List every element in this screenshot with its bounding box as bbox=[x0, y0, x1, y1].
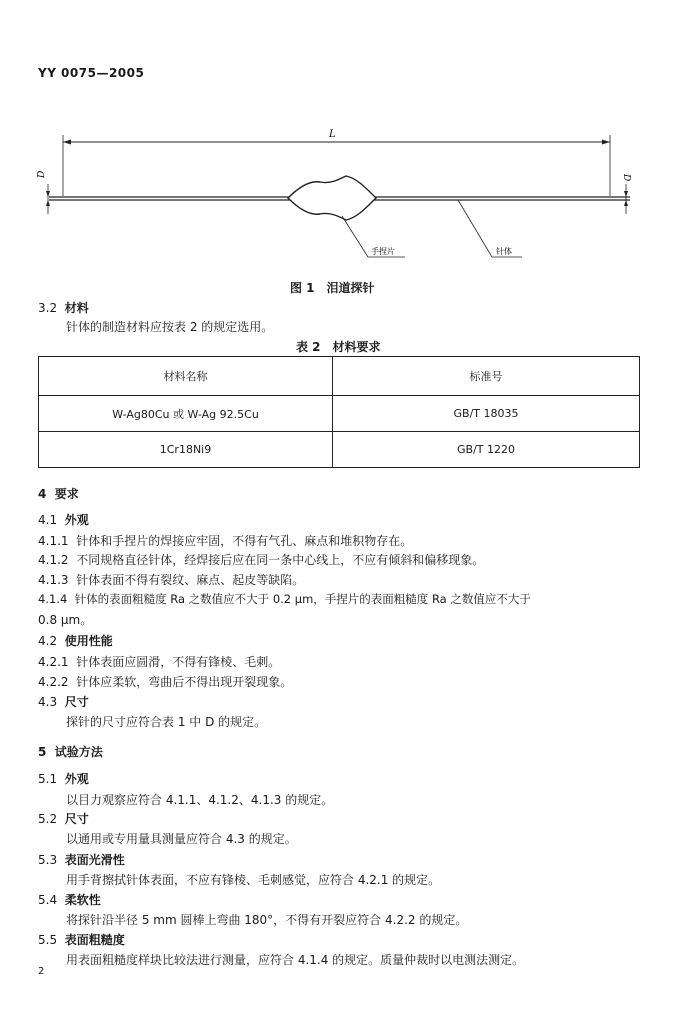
leader-needle bbox=[458, 200, 492, 257]
arrow-left-L bbox=[63, 140, 71, 145]
section-4-1-4-cont: 0.8 μm。 bbox=[38, 613, 93, 627]
label-D-left: D bbox=[37, 170, 47, 178]
section-3-2-text: 针体的制造材料应按表 2 的规定选用。 bbox=[66, 320, 274, 334]
table-header: 标准号 bbox=[333, 357, 640, 396]
section-4-1-4: 4.1.4 针体的表面粗糙度 Ra 之数值应不大于 0.2 μm，手捏片的表面粗糙度 Ra 之数值应不大于 bbox=[38, 592, 531, 606]
section-4-1-3: 4.1.3 针体表面不得有裂纹、麻点、起皮等缺陷。 bbox=[38, 573, 305, 587]
section-5-4-heading: 5.4 柔软性 bbox=[38, 893, 101, 907]
label-L: L bbox=[329, 129, 336, 140]
table-cell: 1Cr18Ni9 bbox=[39, 432, 333, 468]
page-number: 2 bbox=[38, 966, 45, 977]
standard-code: YY 0075—2005 bbox=[38, 66, 145, 80]
label-needle: 针体 bbox=[496, 247, 512, 256]
table-cell: GB/T 18035 bbox=[333, 396, 640, 432]
table-cell: W-Ag80Cu 或 W-Ag 92.5Cu bbox=[39, 396, 333, 432]
section-4-2-1: 4.2.1 针体表面应圆滑，不得有锋棱、毛刺。 bbox=[38, 655, 281, 669]
materials-table bbox=[38, 356, 640, 468]
arrow-right-L bbox=[602, 140, 610, 145]
section-5-1-heading: 5.1 外观 bbox=[38, 772, 89, 786]
table-caption: 表 2 材料要求 bbox=[296, 340, 381, 354]
section-4-1-heading: 4.1 外观 bbox=[38, 513, 89, 527]
section-4-1-1: 4.1.1 针体和手捏片的焊接应牢固，不得有气孔、麻点和堆积物存在。 bbox=[38, 534, 413, 548]
section-5-3-text: 用手背擦拭针体表面，不应有锋棱、毛刺感觉，应符合 4.2.1 的规定。 bbox=[66, 873, 441, 887]
figure-caption: 图 1 泪道探针 bbox=[290, 281, 375, 295]
section-4-2-2: 4.2.2 针体应柔软，弯曲后不得出现开裂现象。 bbox=[38, 675, 293, 689]
table-header-row bbox=[39, 357, 640, 396]
section-5-4-text: 将探针沿半径 5 mm 圆棒上弯曲 180°，不得有开裂应符合 4.2.2 的规定。 bbox=[66, 913, 468, 927]
table-row bbox=[39, 432, 640, 468]
section-5-1-text: 以目力观察应符合 4.1.1、4.1.2、4.1.3 的规定。 bbox=[66, 793, 334, 807]
section-3-2-heading: 3.2 材料 bbox=[38, 301, 89, 315]
section-5-2-text: 以通用或专用量具测量应符合 4.3 的规定。 bbox=[66, 832, 297, 846]
section-4-2-heading: 4.2 使用性能 bbox=[38, 634, 113, 648]
table-row bbox=[39, 396, 640, 432]
section-5-3-heading: 5.3 表面光滑性 bbox=[38, 853, 125, 867]
section-4-3-text: 探针的尺寸应符合表 1 中 D 的规定。 bbox=[66, 715, 267, 729]
section-4-3-heading: 4.3 尺寸 bbox=[38, 695, 89, 709]
label-D-right: D bbox=[621, 174, 631, 182]
section-5-2-heading: 5.2 尺寸 bbox=[38, 812, 89, 826]
probe-figure bbox=[30, 120, 650, 270]
label-handle: 手捏片 bbox=[371, 247, 395, 256]
section-4-heading: 4 要求 bbox=[38, 487, 79, 501]
leader-handle bbox=[342, 216, 368, 257]
table-header: 材料名称 bbox=[39, 357, 333, 396]
section-4-1-2: 4.1.2 不同规格直径针体，经焊接后应在同一条中心线上，不应有倾斜和偏移现象。 bbox=[38, 553, 485, 567]
section-5-heading: 5 试验方法 bbox=[38, 745, 103, 759]
table-cell: GB/T 1220 bbox=[333, 432, 640, 468]
section-5-5-heading: 5.5 表面粗糙度 bbox=[38, 933, 125, 947]
handle-piece bbox=[288, 176, 376, 220]
section-5-5-text: 用表面粗糙度样块比较法进行测量，应符合 4.1.4 的规定。质量仲裁时以电测法测定。 bbox=[66, 953, 525, 967]
